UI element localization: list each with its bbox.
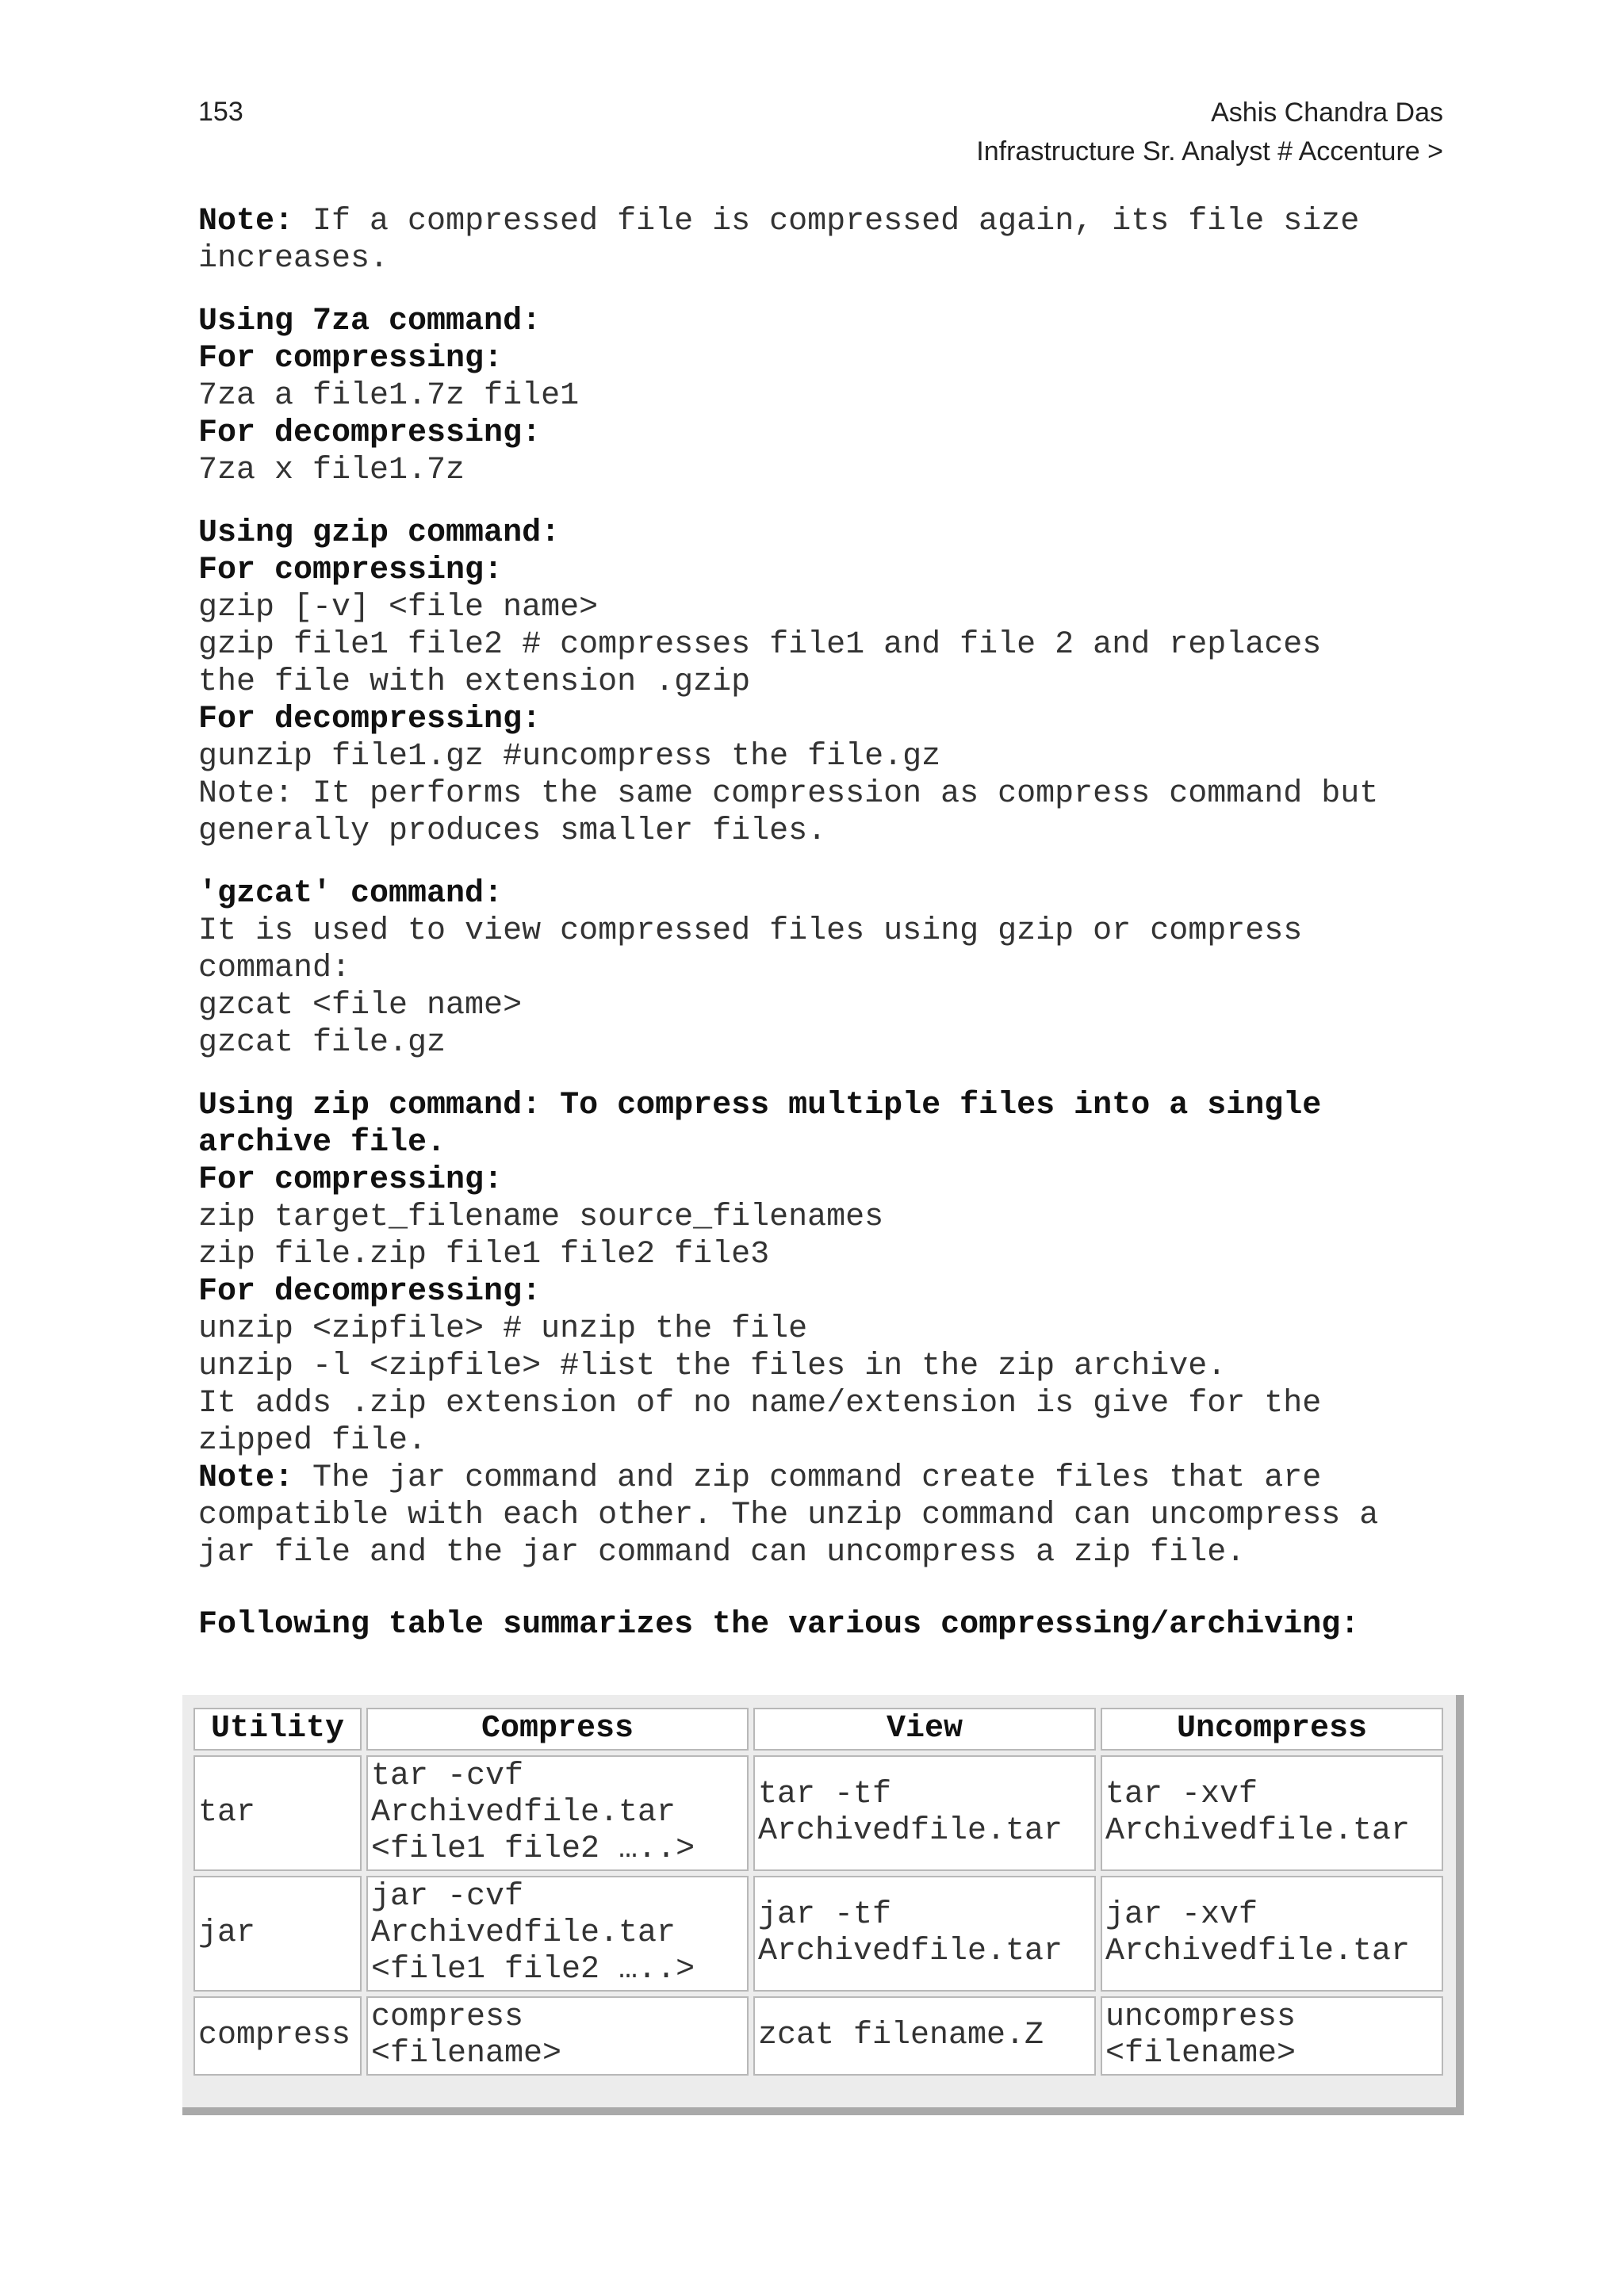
code-line: unzip -l <zipfile> #list the files in the zip archive.	[198, 1349, 1227, 1384]
code-line: unzip <zipfile> # unzip the file	[198, 1311, 808, 1347]
header-author: Ashis Chandra Das	[1211, 98, 1443, 128]
code-line: gzcat <file name>	[198, 988, 523, 1024]
table-row	[193, 1755, 1443, 1871]
note-text: The jar command and zip command create files that are	[293, 1460, 1322, 1496]
cell-uncompress: tar -xvf Archivedfile.tar	[1101, 1755, 1443, 1871]
table-intro: Following table summarizes the various compressing/archiving:	[198, 1607, 1360, 1643]
page-number: 153	[198, 97, 243, 127]
note-line	[198, 1460, 1459, 1497]
cell-compress: compress <filename>	[366, 1996, 749, 2076]
code-line: 7za a file1.7z file1	[198, 378, 580, 414]
note-line	[198, 203, 1459, 240]
document-body	[198, 203, 1459, 1644]
page-header	[976, 94, 1443, 171]
cell-uncompress: jar -xvf Archivedfile.tar	[1101, 1876, 1443, 1992]
header-role: Infrastructure Sr. Analyst # Accenture >	[976, 136, 1443, 166]
note-label: Note:	[198, 1460, 294, 1496]
code-line: the file with extension .gzip	[198, 664, 751, 700]
code-line: gzcat file.gz	[198, 1025, 446, 1061]
sub-heading: For decompressing:	[198, 1274, 542, 1310]
section-heading-gzip: Using gzip command:	[198, 515, 561, 551]
note-line: jar file and the jar command can uncompress a zip file.	[198, 1535, 1246, 1571]
code-line: gzip file1 file2 # compresses file1 and file 2 and replaces	[198, 627, 1322, 663]
section-heading-zip: Using zip command: To compress multiple files into a single	[198, 1088, 1322, 1123]
cell-utility: jar	[193, 1876, 362, 1992]
note-text: If a compressed file is compressed again, its file size	[293, 204, 1360, 239]
note-line: compatible with each other. The unzip command can uncompress a	[198, 1498, 1379, 1533]
section-heading-gzcat: 'gzcat' command:	[198, 876, 504, 912]
col-header: Utility	[193, 1708, 362, 1751]
code-line: 7za x file1.7z	[198, 453, 465, 488]
note-label: Note:	[198, 204, 294, 239]
cell-compress: tar -cvf Archivedfile.tar <file1 file2 …..>	[366, 1755, 749, 1871]
sub-heading: For decompressing:	[198, 702, 542, 737]
table-row	[193, 1876, 1443, 1992]
table-row	[193, 1996, 1443, 2076]
table-header-row	[193, 1708, 1443, 1751]
cell-utility: compress	[193, 1996, 362, 2076]
code-line: zip target_filename source_filenames	[198, 1200, 884, 1235]
col-header: Uncompress	[1101, 1708, 1443, 1751]
sub-heading: For compressing:	[198, 553, 504, 588]
cell-uncompress: uncompress <filename>	[1101, 1996, 1443, 2076]
cell-view: tar -tf Archivedfile.tar	[753, 1755, 1096, 1871]
code-line: gzip [-v] <file name>	[198, 590, 599, 626]
code-line: generally produces smaller files.	[198, 813, 827, 849]
cell-view: jar -tf Archivedfile.tar	[753, 1876, 1096, 1992]
sub-heading: For compressing:	[198, 1162, 504, 1198]
note-line-2: increases.	[198, 241, 389, 277]
code-line: gunzip file1.gz #uncompress the file.gz	[198, 739, 941, 775]
cell-compress: jar -cvf Archivedfile.tar <file1 file2 …..>	[366, 1876, 749, 1992]
section-heading-7za: Using 7za command:	[198, 304, 542, 339]
text-line: command:	[198, 951, 351, 986]
summary-table	[189, 1703, 1448, 2080]
sub-heading: For compressing:	[198, 341, 504, 377]
cell-view: zcat filename.Z	[753, 1996, 1096, 2076]
cell-utility: tar	[193, 1755, 362, 1871]
col-header: View	[753, 1708, 1096, 1751]
code-line: zip file.zip file1 file2 file3	[198, 1237, 770, 1272]
text-line: zipped file.	[198, 1423, 427, 1459]
section-heading-zip-2: archive file.	[198, 1125, 446, 1161]
sub-heading: For decompressing:	[198, 415, 542, 451]
col-header: Compress	[366, 1708, 749, 1751]
summary-table-frame	[182, 1695, 1464, 2115]
text-line: It is used to view compressed files using gzip or compress	[198, 913, 1303, 949]
code-line: Note: It performs the same compression as compress command but	[198, 776, 1379, 812]
text-line: It adds .zip extension of no name/extension is give for the	[198, 1386, 1322, 1422]
